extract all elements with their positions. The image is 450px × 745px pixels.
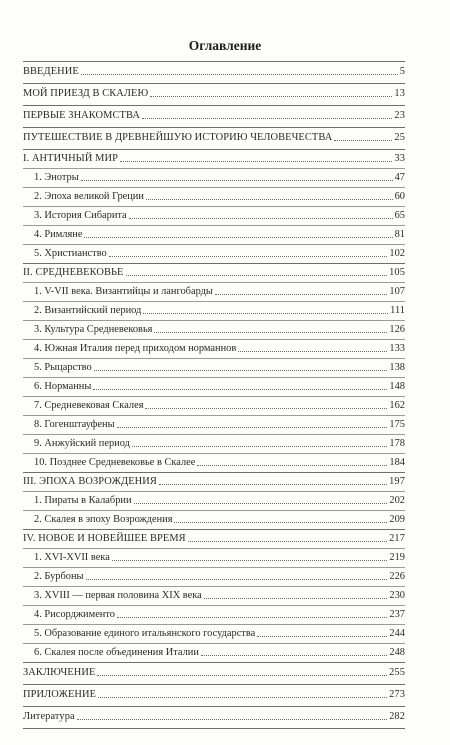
toc-entry-label: 1. V-VII века. Византийцы и лангобарды <box>34 286 213 297</box>
dot-leader <box>81 74 398 75</box>
toc-entry-page: 60 <box>394 191 405 202</box>
toc-entry <box>23 397 405 415</box>
toc-entry <box>23 511 405 529</box>
toc-entry-label: III. ЭПОХА ВОЗРОЖДЕНИЯ <box>23 476 157 487</box>
toc-entry <box>23 84 405 105</box>
toc-entry <box>23 492 405 510</box>
toc-entry <box>23 207 405 225</box>
toc-entry <box>23 128 405 149</box>
toc-entry <box>23 625 405 643</box>
toc-entry-page: 33 <box>394 153 405 164</box>
toc-entry <box>23 663 405 684</box>
toc-entry-page: 133 <box>389 343 405 354</box>
dot-leader <box>117 617 387 618</box>
toc-entry <box>23 707 405 728</box>
dot-leader <box>109 256 388 257</box>
toc-entry-label: 7. Средневековая Скалея <box>34 400 144 411</box>
toc-entry-label: ВВЕДЕНИЕ <box>23 66 79 77</box>
toc-entry-page: 13 <box>394 88 405 99</box>
toc-entry-label: 1. Энотры <box>34 172 79 183</box>
toc-entry <box>23 454 405 472</box>
toc-entry-page: 197 <box>389 476 405 487</box>
dot-leader <box>117 427 388 428</box>
toc-entry <box>23 606 405 624</box>
dot-leader <box>112 560 388 561</box>
toc-entry-label: 3. История Сибарита <box>34 210 127 221</box>
toc-entry-page: 175 <box>389 419 405 430</box>
toc-entry-page: 47 <box>394 172 405 183</box>
dot-leader <box>215 294 388 295</box>
toc-entry-page: 162 <box>389 400 405 411</box>
toc-entry-label: 4. Римляне <box>34 229 83 240</box>
dot-leader <box>150 96 392 97</box>
dot-leader <box>126 275 388 276</box>
toc-entry-label: 8. Гогенштауфены <box>34 419 115 430</box>
toc-entry <box>23 587 405 605</box>
toc-entry-label: 2. Бурбоны <box>34 571 84 582</box>
dot-leader <box>97 675 387 676</box>
dot-leader <box>146 199 393 200</box>
toc-entry <box>23 321 405 339</box>
toc-entry-page: 282 <box>389 711 405 722</box>
toc-entry-label: 2. Скалея в эпоху Возрождения <box>34 514 173 525</box>
dot-leader <box>204 598 388 599</box>
toc-entry-label: ПРИЛОЖЕНИЕ <box>23 689 97 700</box>
toc-entry-page: 111 <box>390 305 405 316</box>
toc-entry-label: ЗАКЛЮЧЕНИЕ <box>23 667 96 678</box>
toc-entry-page: 202 <box>389 495 405 506</box>
toc-entry <box>23 150 405 168</box>
toc-entry-label: 5. Рыцарство <box>34 362 92 373</box>
dot-leader <box>174 522 387 523</box>
toc-entry-page: 244 <box>389 628 405 639</box>
toc-entry-page: 178 <box>389 438 405 449</box>
toc-entry <box>23 530 405 548</box>
toc-entry-page: 25 <box>394 132 405 143</box>
toc-entry-page: 107 <box>389 286 405 297</box>
page-title: Оглавление <box>188 38 262 53</box>
dot-leader <box>143 313 388 314</box>
toc-entry <box>23 169 405 187</box>
toc-entry <box>23 359 405 377</box>
toc-entry-page: 230 <box>389 590 405 601</box>
toc-entry-label: 4. Рисорджименто <box>34 609 115 620</box>
toc-entry-label: 3. XVIII — первая половина XIX века <box>34 590 202 601</box>
dot-leader <box>257 636 387 637</box>
toc-entry-page: 248 <box>389 647 405 658</box>
toc-entry-label: Литература <box>23 711 75 722</box>
toc-entry-page: 105 <box>389 267 405 278</box>
table-of-contents <box>23 61 405 729</box>
toc-entry-label: 6. Норманны <box>34 381 92 392</box>
toc-entry-label: II. СРЕДНЕВЕКОВЬЕ <box>23 267 124 278</box>
toc-entry <box>23 106 405 127</box>
toc-entry-label: 2. Византийский период <box>34 305 142 316</box>
toc-entry-page: 255 <box>389 667 405 678</box>
dot-leader <box>98 697 387 698</box>
toc-entry-page: 138 <box>389 362 405 373</box>
toc-entry <box>23 685 405 706</box>
toc-entry-label: 10. Позднее Средневековье в Скалее <box>34 457 196 468</box>
toc-entry <box>23 644 405 662</box>
dot-leader <box>93 389 387 390</box>
toc-entry-label: 2. Эпоха великой Греции <box>34 191 144 202</box>
dot-leader <box>94 370 388 371</box>
toc-entry-label: ПУТЕШЕСТВИЕ В ДРЕВНЕЙШУЮ ИСТОРИЮ ЧЕЛОВЕЧЕСТВА <box>23 132 333 143</box>
toc-entry-page: 209 <box>389 514 405 525</box>
toc-entry-page: 5 <box>399 66 405 77</box>
toc-entry-page: 273 <box>389 689 405 700</box>
toc-entry-label: IV. НОВОЕ И НОВЕЙШЕЕ ВРЕМЯ <box>23 533 186 544</box>
toc-entry-label: 1. Пираты в Калабрии <box>34 495 132 506</box>
dot-leader <box>134 503 388 504</box>
dot-leader <box>197 465 387 466</box>
toc-entry <box>23 435 405 453</box>
toc-entry <box>23 416 405 434</box>
toc-entry-label: I. АНТИЧНЫЙ МИР <box>23 153 118 164</box>
toc-entry <box>23 245 405 263</box>
dot-leader <box>81 180 393 181</box>
toc-entry-page: 184 <box>389 457 405 468</box>
toc-entry-page: 102 <box>389 248 405 259</box>
toc-entry <box>23 62 405 83</box>
dot-leader <box>132 446 388 447</box>
dot-leader <box>142 118 392 119</box>
toc-entry <box>23 473 405 491</box>
dot-leader <box>145 408 387 409</box>
toc-entry <box>23 302 405 320</box>
toc-entry-page: 126 <box>389 324 405 335</box>
toc-entry-label: 9. Анжуйский период <box>34 438 130 449</box>
row-separator <box>23 728 405 729</box>
toc-entry <box>23 340 405 358</box>
dot-leader <box>238 351 387 352</box>
toc-entry <box>23 378 405 396</box>
dot-leader <box>201 655 388 656</box>
dot-leader <box>188 541 387 542</box>
toc-entry-label: 6. Скалея после объединения Италии <box>34 647 199 658</box>
toc-entry-label: 4. Южная Италия перед приходом норманнов <box>34 343 237 354</box>
toc-entry-label: 5. Образование единого итальянского государства <box>34 628 256 639</box>
toc-entry-label: 5. Христианство <box>34 248 107 259</box>
dot-leader <box>334 140 392 141</box>
toc-entry-label: ПЕРВЫЕ ЗНАКОМСТВА <box>23 110 140 121</box>
toc-entry-label: 3. Культура Средневековья <box>34 324 153 335</box>
toc-entry <box>23 568 405 586</box>
toc-entry-page: 226 <box>389 571 405 582</box>
dot-leader <box>84 237 392 238</box>
toc-entry-page: 65 <box>394 210 405 221</box>
toc-entry-page: 23 <box>394 110 405 121</box>
dot-leader <box>120 161 392 162</box>
toc-entry-label: МОЙ ПРИЕЗД В СКАЛЕЮ <box>23 88 149 99</box>
toc-entry-page: 217 <box>389 533 405 544</box>
dot-leader <box>154 332 387 333</box>
toc-entry <box>23 264 405 282</box>
toc-entry-label: 1. XVI-XVII века <box>34 552 110 563</box>
dot-leader <box>77 719 387 720</box>
toc-entry <box>23 283 405 301</box>
toc-entry-page: 237 <box>389 609 405 620</box>
dot-leader <box>86 579 388 580</box>
toc-entry-page: 219 <box>389 552 405 563</box>
toc-entry-page: 81 <box>394 229 405 240</box>
dot-leader <box>159 484 387 485</box>
toc-entry <box>23 226 405 244</box>
toc-entry <box>23 549 405 567</box>
toc-entry-page: 148 <box>389 381 405 392</box>
dot-leader <box>129 218 393 219</box>
toc-entry <box>23 188 405 206</box>
